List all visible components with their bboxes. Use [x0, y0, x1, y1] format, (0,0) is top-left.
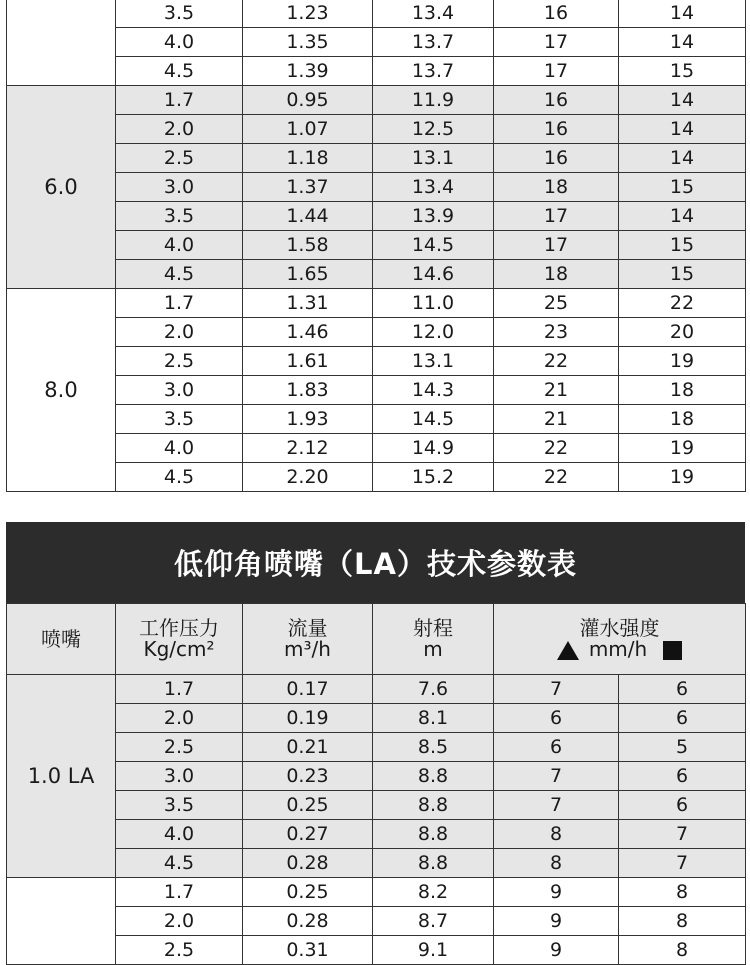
pressure-cell: 1.7 [116, 289, 243, 318]
intensity-triangle-cell: 16 [494, 115, 619, 144]
table-row [7, 820, 746, 849]
la-parameter-table [6, 603, 746, 965]
table-row [7, 675, 746, 704]
table-row [7, 791, 746, 820]
flow-cell: 0.28 [243, 907, 373, 936]
table-row [7, 144, 746, 173]
pressure-cell: 3.5 [116, 202, 243, 231]
flow-cell: 1.35 [243, 28, 373, 57]
intensity-square-cell: 6 [619, 791, 746, 820]
flow-cell: 0.27 [243, 820, 373, 849]
intensity-triangle-cell: 7 [494, 675, 619, 704]
table-row [7, 376, 746, 405]
pressure-cell: 2.5 [116, 144, 243, 173]
nozzle-cell [7, 878, 116, 965]
intensity-triangle-cell: 22 [494, 434, 619, 463]
range-cell: 8.8 [373, 791, 494, 820]
range-cell: 14.6 [373, 260, 494, 289]
pressure-cell: 4.0 [116, 820, 243, 849]
intensity-triangle-cell: 7 [494, 791, 619, 820]
flow-cell: 2.20 [243, 463, 373, 492]
flow-cell: 1.58 [243, 231, 373, 260]
intensity-square-cell: 18 [619, 376, 746, 405]
table-row [7, 202, 746, 231]
pressure-cell: 4.5 [116, 57, 243, 86]
range-cell: 11.0 [373, 289, 494, 318]
intensity-square-cell: 18 [619, 405, 746, 434]
intensity-triangle-cell: 17 [494, 57, 619, 86]
pressure-cell: 2.5 [116, 733, 243, 762]
nozzle-cell: 6.0 [7, 86, 116, 289]
intensity-square-cell: 14 [619, 202, 746, 231]
intensity-square-cell: 6 [619, 675, 746, 704]
intensity-triangle-cell: 9 [494, 878, 619, 907]
header-intensity-unit: mm/h [588, 637, 648, 661]
table-row [7, 347, 746, 376]
nozzle-cell: 1.0 LA [7, 675, 116, 878]
table-row [7, 849, 746, 878]
intensity-square-cell: 5 [619, 733, 746, 762]
range-cell: 14.9 [373, 434, 494, 463]
intensity-triangle-cell: 7 [494, 762, 619, 791]
flow-cell: 0.25 [243, 791, 373, 820]
la-table-title: 低仰角喷嘴（LA）技术参数表 [6, 522, 745, 603]
header-pressure-unit: Kg/cm² [143, 637, 215, 661]
intensity-triangle-cell: 17 [494, 202, 619, 231]
header-flow-label: 流量 [287, 616, 328, 640]
pressure-cell: 1.7 [116, 878, 243, 907]
header-flow-unit: m³/h [284, 637, 331, 661]
header-nozzle: 喷嘴 [7, 604, 116, 675]
flow-cell: 0.19 [243, 704, 373, 733]
range-cell: 12.5 [373, 115, 494, 144]
intensity-triangle-cell: 23 [494, 318, 619, 347]
flow-cell: 0.23 [243, 762, 373, 791]
intensity-triangle-cell: 22 [494, 463, 619, 492]
intensity-triangle-cell: 6 [494, 733, 619, 762]
pressure-cell: 4.5 [116, 849, 243, 878]
intensity-square-cell: 8 [619, 907, 746, 936]
flow-cell: 0.95 [243, 86, 373, 115]
intensity-triangle-cell: 8 [494, 820, 619, 849]
header-range-unit: m [423, 637, 443, 661]
top-parameter-table [6, 0, 746, 492]
pressure-cell: 3.0 [116, 376, 243, 405]
flow-cell: 0.28 [243, 849, 373, 878]
intensity-square-cell: 6 [619, 704, 746, 733]
intensity-square-cell: 20 [619, 318, 746, 347]
range-cell: 11.9 [373, 86, 494, 115]
header-intensity-label: 灌水强度 [579, 616, 660, 640]
flow-cell: 0.21 [243, 733, 373, 762]
intensity-triangle-cell: 9 [494, 936, 619, 965]
intensity-triangle-cell: 18 [494, 173, 619, 202]
range-cell: 8.1 [373, 704, 494, 733]
pressure-cell: 2.0 [116, 907, 243, 936]
intensity-triangle-cell: 25 [494, 289, 619, 318]
flow-cell: 1.37 [243, 173, 373, 202]
intensity-triangle-cell: 16 [494, 0, 619, 28]
range-cell: 14.5 [373, 231, 494, 260]
nozzle-cell [7, 0, 116, 86]
flow-cell: 1.65 [243, 260, 373, 289]
pressure-cell: 2.5 [116, 936, 243, 965]
pressure-cell: 3.5 [116, 791, 243, 820]
pressure-cell: 4.0 [116, 231, 243, 260]
pressure-cell: 4.0 [116, 28, 243, 57]
intensity-triangle-cell: 9 [494, 907, 619, 936]
intensity-triangle-cell: 22 [494, 347, 619, 376]
header-flow [243, 604, 373, 675]
range-cell: 13.1 [373, 144, 494, 173]
table-row [7, 463, 746, 492]
range-cell: 8.8 [373, 820, 494, 849]
table-row [7, 0, 746, 28]
table-row [7, 173, 746, 202]
intensity-square-cell: 14 [619, 144, 746, 173]
flow-cell: 1.39 [243, 57, 373, 86]
table-row [7, 115, 746, 144]
table-row [7, 936, 746, 965]
pressure-cell: 4.5 [116, 260, 243, 289]
header-pressure [116, 604, 243, 675]
pressure-cell: 2.0 [116, 318, 243, 347]
pressure-cell: 3.5 [116, 405, 243, 434]
intensity-square-cell: 15 [619, 231, 746, 260]
intensity-triangle-cell: 18 [494, 260, 619, 289]
intensity-square-cell: 19 [619, 347, 746, 376]
range-cell: 13.9 [373, 202, 494, 231]
intensity-square-cell: 15 [619, 260, 746, 289]
intensity-square-cell: 8 [619, 936, 746, 965]
table-row [7, 57, 746, 86]
intensity-triangle-cell: 16 [494, 144, 619, 173]
intensity-triangle-cell: 16 [494, 86, 619, 115]
intensity-square-cell: 7 [619, 849, 746, 878]
header-pressure-label: 工作压力 [139, 616, 219, 640]
intensity-square-cell: 22 [619, 289, 746, 318]
intensity-square-cell: 19 [619, 463, 746, 492]
intensity-square-cell: 14 [619, 28, 746, 57]
range-cell: 8.7 [373, 907, 494, 936]
table-row [7, 907, 746, 936]
la-header-row [7, 604, 746, 675]
pressure-cell: 3.5 [116, 0, 243, 28]
range-cell: 13.7 [373, 28, 494, 57]
pressure-cell: 3.0 [116, 762, 243, 791]
range-cell: 15.2 [373, 463, 494, 492]
table-row [7, 762, 746, 791]
pressure-cell: 2.0 [116, 115, 243, 144]
range-cell: 9.1 [373, 936, 494, 965]
header-range-label: 射程 [413, 616, 453, 640]
table-row [7, 405, 746, 434]
flow-cell: 1.83 [243, 376, 373, 405]
intensity-square-cell: 14 [619, 86, 746, 115]
pressure-cell: 1.7 [116, 86, 243, 115]
intensity-square-cell: 19 [619, 434, 746, 463]
intensity-square-cell: 15 [619, 173, 746, 202]
header-intensity [494, 604, 746, 675]
range-cell: 13.1 [373, 347, 494, 376]
table-row [7, 733, 746, 762]
flow-cell: 2.12 [243, 434, 373, 463]
triangle-icon [557, 641, 579, 660]
flow-cell: 0.17 [243, 675, 373, 704]
pressure-cell: 2.5 [116, 347, 243, 376]
flow-cell: 1.46 [243, 318, 373, 347]
range-cell: 14.3 [373, 376, 494, 405]
intensity-square-cell: 14 [619, 0, 746, 28]
pressure-cell: 2.0 [116, 704, 243, 733]
range-cell: 8.2 [373, 878, 494, 907]
flow-cell: 0.25 [243, 878, 373, 907]
intensity-square-cell: 8 [619, 878, 746, 907]
range-cell: 8.8 [373, 849, 494, 878]
flow-cell: 1.93 [243, 405, 373, 434]
flow-cell: 1.23 [243, 0, 373, 28]
table-row [7, 289, 746, 318]
range-cell: 8.5 [373, 733, 494, 762]
pressure-cell: 4.0 [116, 434, 243, 463]
flow-cell: 1.18 [243, 144, 373, 173]
flow-cell: 1.61 [243, 347, 373, 376]
range-cell: 13.7 [373, 57, 494, 86]
pressure-cell: 3.0 [116, 173, 243, 202]
table-row [7, 260, 746, 289]
table-row [7, 318, 746, 347]
intensity-square-cell: 6 [619, 762, 746, 791]
range-cell: 12.0 [373, 318, 494, 347]
range-cell: 13.4 [373, 0, 494, 28]
flow-cell: 1.31 [243, 289, 373, 318]
table-row [7, 434, 746, 463]
pressure-cell: 4.5 [116, 463, 243, 492]
intensity-triangle-cell: 21 [494, 405, 619, 434]
table-row [7, 704, 746, 733]
nozzle-cell: 8.0 [7, 289, 116, 492]
intensity-triangle-cell: 8 [494, 849, 619, 878]
range-cell: 8.8 [373, 762, 494, 791]
intensity-triangle-cell: 17 [494, 231, 619, 260]
flow-cell: 0.31 [243, 936, 373, 965]
intensity-triangle-cell: 17 [494, 28, 619, 57]
range-cell: 7.6 [373, 675, 494, 704]
header-range [373, 604, 494, 675]
flow-cell: 1.07 [243, 115, 373, 144]
flow-cell: 1.44 [243, 202, 373, 231]
intensity-square-cell: 15 [619, 57, 746, 86]
table-row [7, 86, 746, 115]
range-cell: 13.4 [373, 173, 494, 202]
square-icon [663, 641, 682, 660]
intensity-square-cell: 7 [619, 820, 746, 849]
table-row [7, 878, 746, 907]
pressure-cell: 1.7 [116, 675, 243, 704]
intensity-triangle-cell: 21 [494, 376, 619, 405]
intensity-square-cell: 14 [619, 115, 746, 144]
table-row [7, 28, 746, 57]
intensity-triangle-cell: 6 [494, 704, 619, 733]
range-cell: 14.5 [373, 405, 494, 434]
table-row [7, 231, 746, 260]
